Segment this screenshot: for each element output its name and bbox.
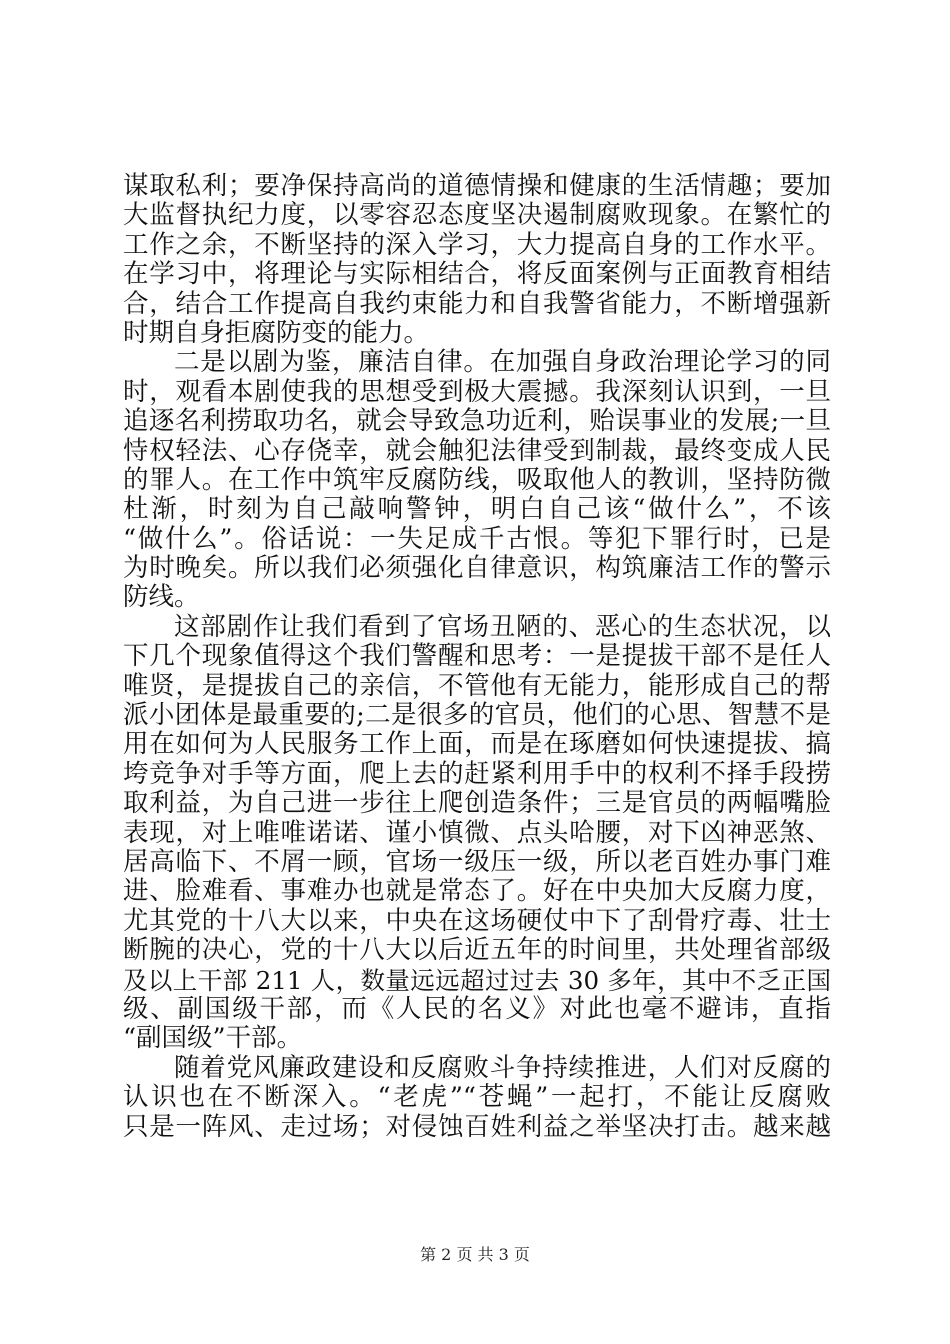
text-line: 为时晚矣。所以我们必须强化自律意识，构筑廉洁工作的警示	[123, 553, 831, 584]
text-line: 二是以剧为鉴，廉洁自律。在加强自身政治理论学习的同	[174, 347, 831, 378]
text-line: 防线。	[123, 582, 200, 613]
text-line: 随着党风廉政建设和反腐败斗争持续推进，人们对反腐的	[174, 1052, 831, 1083]
text-line: 认识也在不断深入。“老虎”“苍蝇”一起打，不能让反腐败	[123, 1082, 831, 1113]
text-line: 垮竞争对手等方面，爬上去的赶紧利用手中的权利不择手段捞	[123, 758, 831, 789]
text-line: 断腕的决心，党的十八大以后近五年的时间里，共处理省部级	[123, 935, 831, 966]
document-body	[123, 172, 831, 1142]
text-line: “做什么”。俗话说：一失足成千古恨。等犯下罪行时，已是	[123, 523, 831, 554]
text-line: 在学习中，将理论与实际相结合，将反面案例与正面教育相结	[123, 259, 831, 290]
text-line: 时，观看本剧使我的思想受到极大震撼。我深刻认识到，一旦	[123, 376, 831, 407]
text-line: 居高临下、不屑一顾，官场一级压一级，所以老百姓办事门难	[123, 846, 831, 877]
text-line: 杜渐，时刻为自己敲响警钟，明白自己该“做什么”，不该	[123, 494, 831, 525]
text-line: 进、脸难看、事难办也就是常态了。好在中央加大反腐力度，	[123, 876, 831, 907]
text-line: 派小团体是最重要的;二是很多的官员，他们的心思、智慧不是	[123, 700, 831, 731]
text-line: 唯贤，是提拔自己的亲信，不管他有无能力，能形成自己的帮	[123, 670, 831, 701]
text-line: 这部剧作让我们看到了官场丑陋的、恶心的生态状况，以	[174, 611, 831, 642]
text-line: 的罪人。在工作中筑牢反腐防线，吸取他人的教训，坚持防微	[123, 464, 831, 495]
text-line: 尤其党的十八大以来，中央在这场硬仗中下了刮骨疗毒、壮士	[123, 905, 831, 936]
text-line: 级、副国级干部，而《人民的名义》对此也毫不避讳，直指	[123, 993, 831, 1024]
text-line: 时期自身拒腐防变的能力。	[123, 317, 430, 348]
text-line: 追逐名利捞取功名，就会导致急功近利，贻误事业的发展;一旦	[123, 406, 831, 437]
text-line: 取利益，为自己进一步往上爬创造条件；三是官员的两幅嘴脸	[123, 788, 831, 819]
text-line: 大监督执纪力度，以零容忍态度坚决遏制腐败现象。在繁忙的	[123, 200, 831, 231]
text-line: 谋取私利；要净保持高尚的道德情操和健康的生活情趣；要加	[123, 171, 831, 201]
text-line: 及以上干部 211 人，数量远远超过过去 30 多年，其中不乏正国	[123, 965, 831, 995]
text-line: 下几个现象值得这个我们警醒和思考：一是提拔干部不是任人	[123, 641, 831, 672]
text-line: 表现，对上唯唯诺诺、谨小慎微、点头哈腰，对下凶神恶煞、	[123, 817, 831, 848]
page-footer	[0, 1245, 950, 1265]
text-line: 工作之余，不断坚持的深入学习，大力提高自身的工作水平。	[123, 229, 831, 260]
text-line: 合，结合工作提高自我约束能力和自我警省能力，不断增强新	[123, 288, 831, 319]
text-line: 只是一阵风、走过场；对侵蚀百姓利益之举坚决打击。越来越	[123, 1111, 831, 1142]
text-line: 用在如何为人民服务工作上面，而是在琢磨如何快速提拔、搞	[123, 729, 831, 760]
text-line: “副国级”干部。	[123, 1023, 303, 1054]
text-line: 恃权轻法、心存侥幸，就会触犯法律受到制裁，最终变成人民	[123, 435, 831, 466]
page-number-label: 第 2 页 共 3 页	[420, 1245, 530, 1264]
